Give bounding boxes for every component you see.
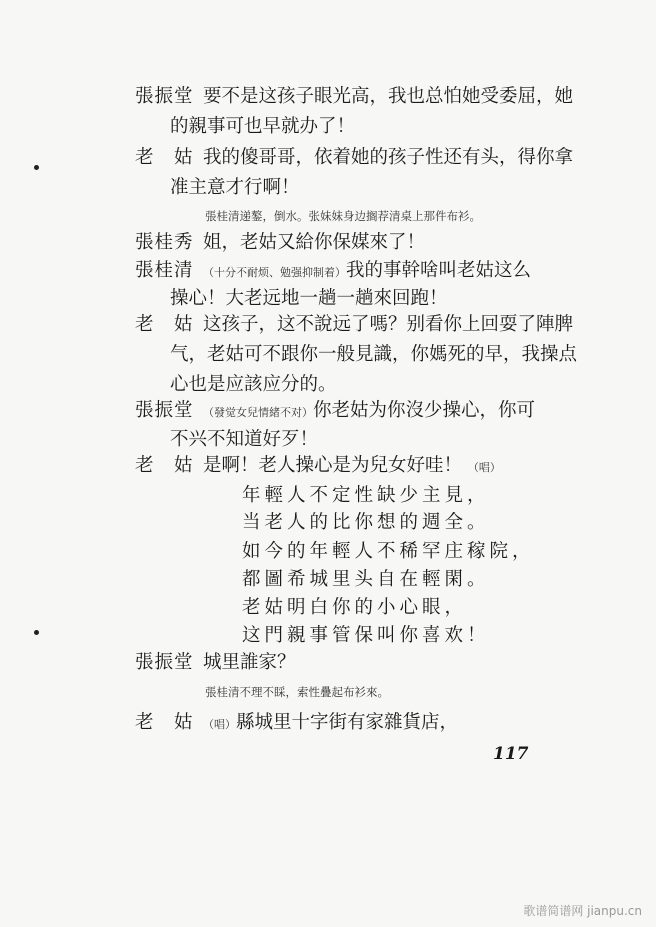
song-line: 如今的年輕人不稀罕庄稼院， — [242, 541, 535, 562]
binding-hole-mark — [34, 630, 39, 635]
song-line: 年輕人不定性缺少主見， — [242, 485, 490, 506]
speaker: 張振堂 — [135, 86, 194, 107]
stage-direction: （唱） — [467, 461, 501, 474]
dialogue-text: 你老姑为你沒少操心，你可 — [313, 400, 536, 421]
song-line: 老姑明白你的小心眼， — [242, 597, 468, 618]
dialogue — [203, 455, 501, 479]
dialogue: 这孩子，这不說远了嗎？别看你上回耍了陣脾 — [203, 314, 574, 335]
dialogue-text: 縣城里十字街有家雜貨店， — [236, 712, 459, 733]
stage-direction: （發觉女兒情緒不对） — [203, 406, 313, 419]
dialogue: 我的傻哥哥，依着她的孩子性还有头，得你拿 — [203, 147, 574, 168]
dialogue: 的親事可也早就办了！ — [170, 116, 356, 137]
stage-direction: 張桂清不理不睬，索性疊起布衫來。 — [205, 685, 389, 699]
stage-direction: 張桂清递鏊，倒水。张妹妹身边搁荐清桌上那件布衫。 — [205, 209, 481, 223]
speaker: 張振堂 — [135, 400, 194, 421]
dialogue: 城里誰家？ — [203, 652, 296, 673]
dialogue: 准主意才行啊！ — [170, 177, 300, 198]
dialogue: 要不是这孩子眼光高，我也总怕她受委屈，她 — [203, 86, 574, 107]
watermark: 歌谱简谱网 jianpu.cn — [523, 904, 642, 918]
speaker: 老 姑 — [135, 712, 194, 733]
dialogue-text: 是啊！老人操心是为兒女好哇！ — [203, 455, 463, 476]
dialogue: 心也是应該应分的。 — [170, 374, 337, 395]
dialogue-text: 我的事幹啥叫老姑这么 — [346, 260, 532, 281]
speaker: 張桂清 — [135, 260, 194, 281]
song-line: 这門親事管保叫你喜欢！ — [242, 625, 490, 646]
speaker: 老 姑 — [135, 147, 194, 168]
dialogue — [203, 260, 531, 284]
song-line: 当老人的比你想的週全。 — [242, 512, 490, 533]
dialogue: 不兴不知道好歹！ — [170, 429, 319, 450]
speaker: 老 姑 — [135, 455, 194, 476]
speaker: 張桂秀 — [135, 232, 194, 253]
dialogue: 姐，老姑又給你保媒來了！ — [203, 232, 426, 253]
stage-direction: （十分不耐烦、勉强抑制着） — [203, 266, 346, 279]
speaker: 老 姑 — [135, 314, 194, 335]
song-line: 都圖希城里头自在輕閑。 — [242, 569, 490, 590]
stage-direction: （唱） — [203, 718, 236, 731]
dialogue — [203, 400, 535, 424]
dialogue: 气，老姑可不跟你一般見識，你媽死的早，我操点 — [170, 344, 578, 365]
dialogue: 操心！大老远地一趟一趟來回跑！ — [170, 288, 448, 309]
speaker: 張振堂 — [135, 652, 194, 673]
dialogue — [203, 712, 458, 736]
binding-hole-mark — [34, 165, 39, 170]
page-number: 117 — [493, 744, 529, 764]
